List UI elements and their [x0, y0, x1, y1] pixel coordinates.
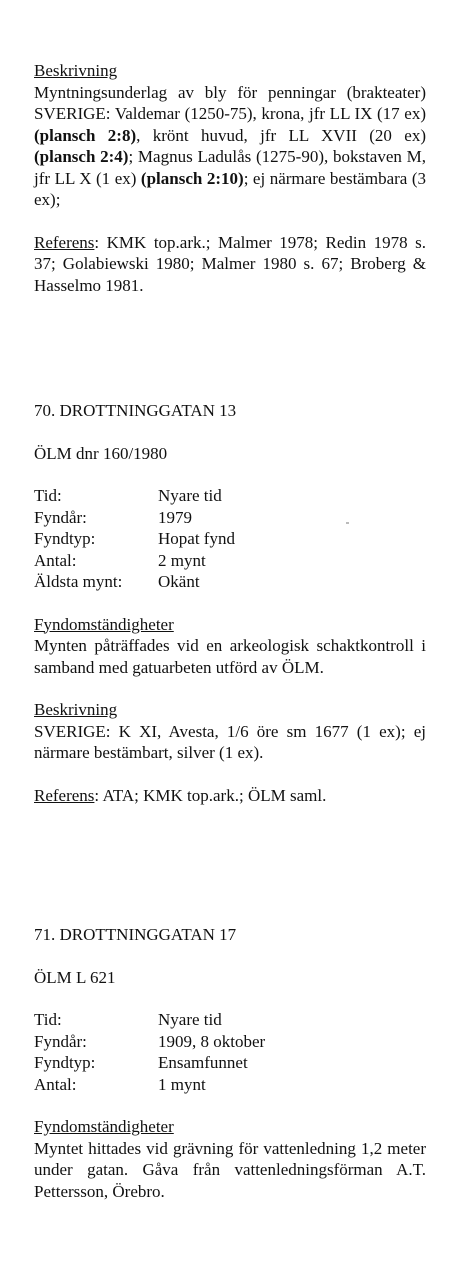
description-text: Myntningsunderlag av bly för penningar (brakteater) SVERIGE: Valdemar (1250-75), krona, jfr LL IX (17 ex) (plansch 2:8), krönt huvud, jfr LL XVII (20 ex) (plansch 2:4); Magnus Ladulås (1275-90), bokstaven M, jfr LL X (1 ex) (plansch 2:10); ej närmare bestämbara (3 ex);	[34, 82, 427, 209]
registry-number: ÖLM dnr 160/1980	[34, 443, 168, 463]
fact-label: Fyndår:	[34, 1031, 87, 1051]
fact-label: Antal:	[34, 1074, 77, 1094]
registry-number: ÖLM L 621	[34, 967, 116, 987]
fact-value: Okänt	[158, 572, 200, 591]
reference-text: Referens: KMK top.ark.; Malmer 1978; Redin 1978 s. 37; Golabiewski 1980; Malmer 1980 s. 67; Broberg & Hasselmo 1981.	[34, 232, 426, 295]
fact-value: 1 mynt	[158, 1074, 206, 1094]
fact-value: Hopat fynd	[158, 529, 235, 548]
circumstances-text: Myntet hittades vid grävning för vattenledning 1,2 meter under gatan. Gåva från vattenledningsförman A.T. Pettersson, Örebro.	[34, 1138, 426, 1201]
reference-text: Referens: ATA; KMK top.ark.; ÖLM saml.	[34, 785, 327, 805]
document-page	[34, 60, 426, 1202]
plate-reference: (plansch 2:8)	[34, 125, 137, 145]
description-heading: Beskrivning	[34, 700, 118, 719]
fact-value: 1979	[158, 507, 192, 527]
fact-row	[34, 1052, 426, 1074]
fact-row	[34, 1009, 426, 1031]
fact-row	[34, 485, 426, 507]
section-69	[34, 60, 426, 296]
fact-row	[34, 1074, 426, 1096]
fact-row	[34, 550, 426, 572]
section-title: 71. DROTTNINGGATAN 17	[34, 925, 237, 944]
section-71	[34, 924, 426, 1202]
fact-value: 2 mynt	[158, 550, 206, 570]
fact-label: Fyndtyp:	[34, 1053, 96, 1072]
fact-label: Antal:	[34, 550, 77, 570]
fact-value: Nyare tid	[158, 1010, 222, 1029]
circumstances-heading: Fyndomständigheter	[34, 1117, 174, 1136]
fact-row	[34, 528, 426, 550]
facts-list	[34, 1009, 426, 1095]
fact-row	[34, 571, 426, 593]
fact-value: 1909, 8 oktober	[158, 1031, 266, 1051]
section-title: 70. DROTTNINGGATAN 13	[34, 401, 237, 420]
fact-value: Nyare tid	[158, 486, 222, 505]
fact-label: Fyndår:	[34, 507, 87, 527]
plate-reference: (plansch 2:4)	[34, 147, 129, 166]
facts-list	[34, 485, 426, 593]
fact-row	[34, 1031, 426, 1053]
description-text: SVERIGE: K XI, Avesta, 1/6 öre sm 1677 (1 ex); ej närmare bestämbart, silver (1 ex).	[34, 721, 426, 762]
description-heading: Beskrivning	[34, 61, 118, 80]
circumstances-text: Mynten påträffades vid en arkeologisk schaktkontroll i samband med gatuarbeten utförd av ÖLM.	[34, 636, 426, 677]
reference-heading: Referens	[34, 785, 95, 805]
plate-reference: (plansch 2:10)	[140, 168, 244, 188]
fact-label: Tid:	[34, 486, 62, 505]
circumstances-heading: Fyndomständigheter	[34, 614, 174, 634]
fact-label: Fyndtyp:	[34, 529, 96, 548]
fact-value: Ensamfunnet	[158, 1053, 248, 1072]
reference-heading: Referens	[34, 232, 95, 252]
fact-label: Tid:	[34, 1010, 62, 1029]
fact-row	[34, 507, 426, 529]
fact-label: Äldsta mynt:	[34, 572, 123, 591]
section-70	[34, 400, 426, 806]
